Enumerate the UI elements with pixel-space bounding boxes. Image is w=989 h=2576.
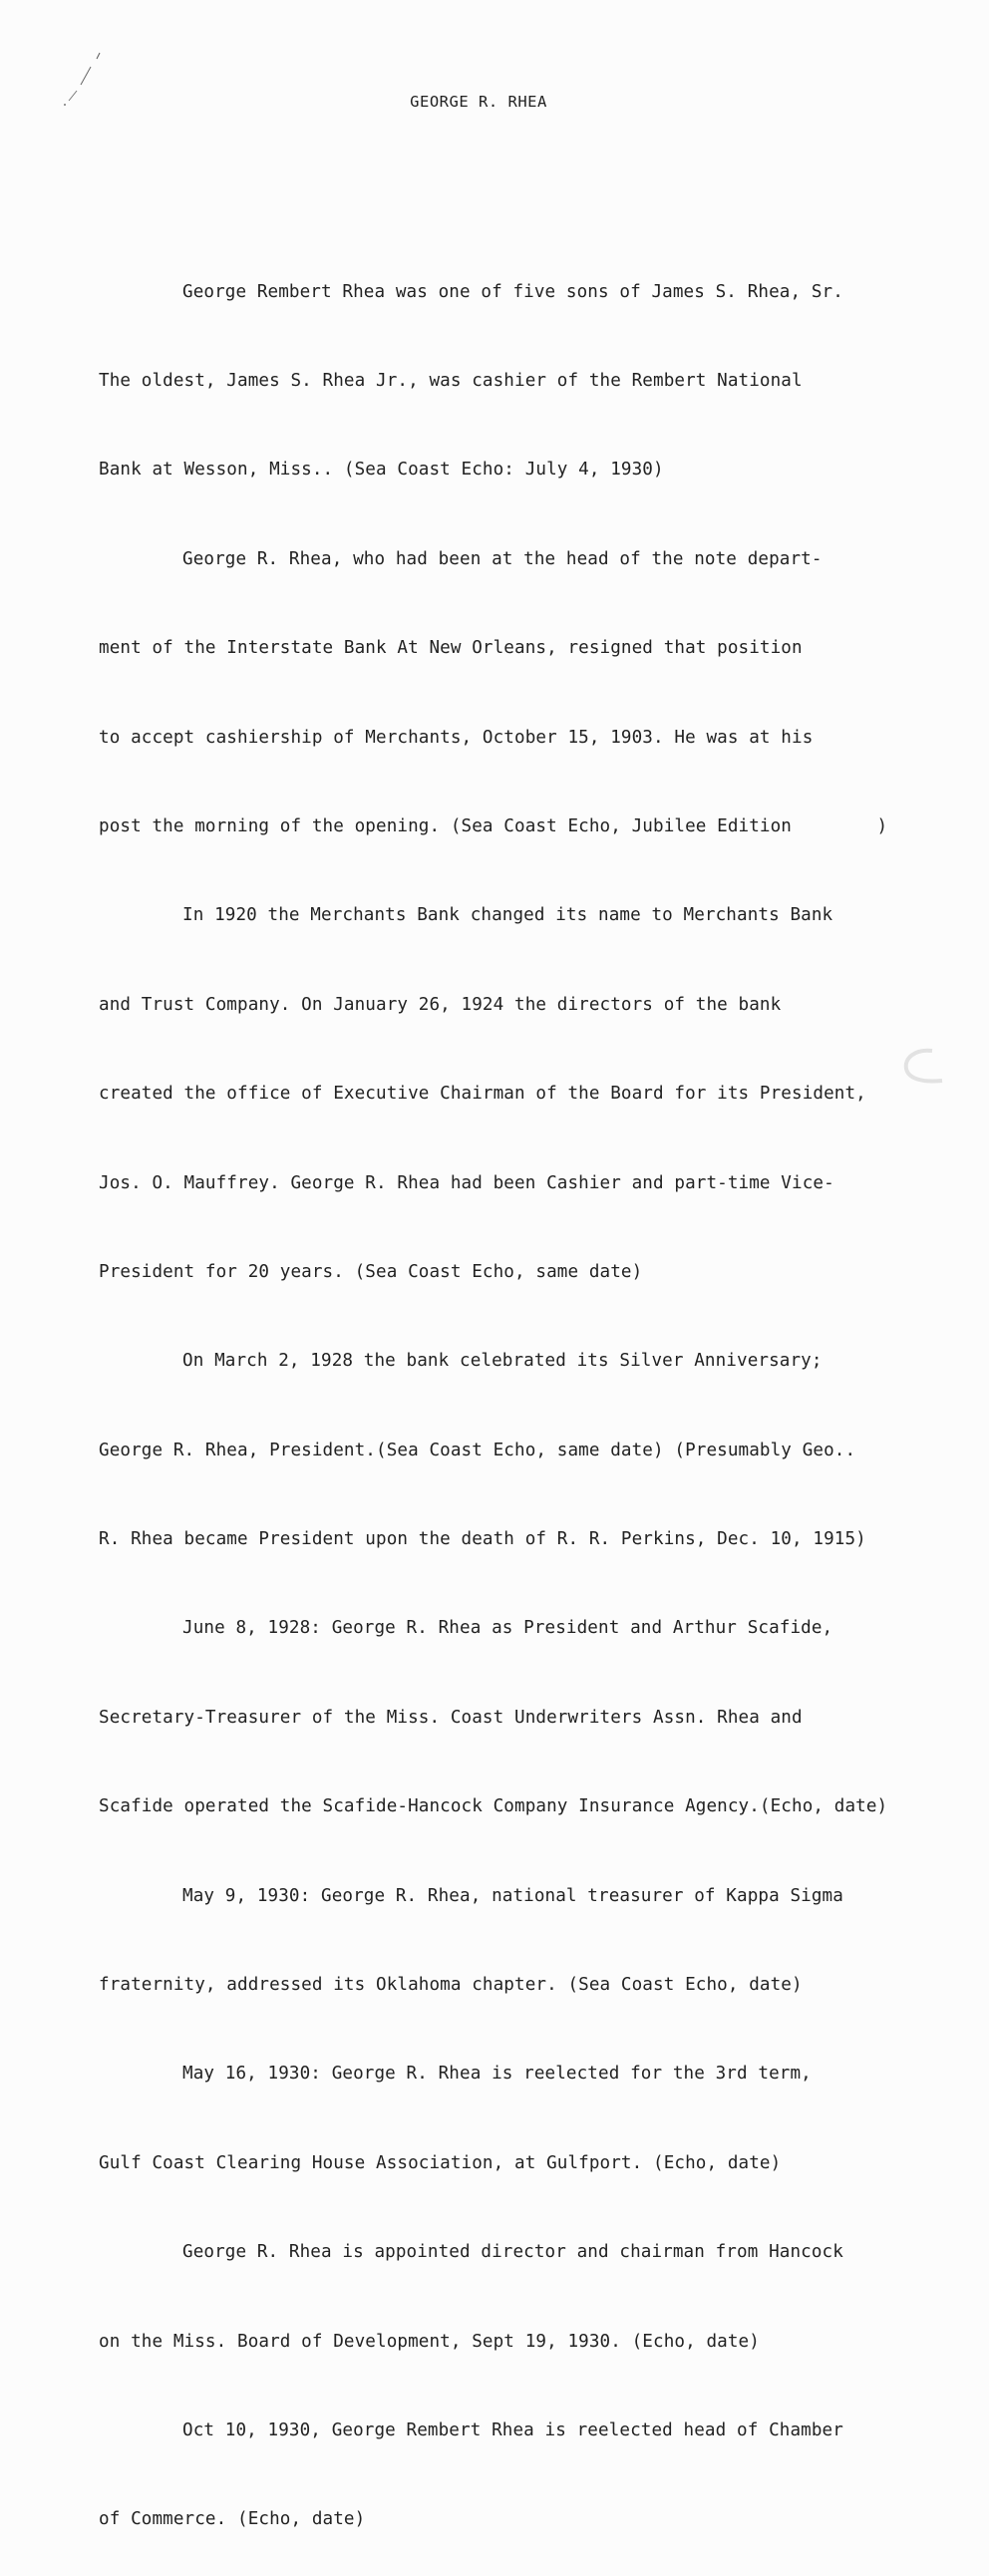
text-line: on the Miss. Board of Development, Sept 19, 1930. (Echo, date) (99, 2331, 760, 2352)
text-line: post the morning of the opening. (Sea Coast Echo, Jubilee Edition ) (99, 815, 888, 836)
text-line: Scafide operated the Scafide-Hancock Company Insurance Agency.(Echo, date) (99, 1796, 888, 1817)
text-line: George R. Rhea, President.(Sea Coast Echo, same date) (Presumably Geo.. (99, 1440, 856, 1460)
text-line: fraternity, addressed its Oklahoma chapter. (Sea Coast Echo, date) (99, 1975, 803, 1996)
text-line: George Rembert Rhea was one of five sons of James S. Rhea, Sr. (182, 281, 843, 302)
text-line: President for 20 years. (Sea Coast Echo, same date) (99, 1261, 643, 1282)
text-line: In 1920 the Merchants Bank changed its name to Merchants Bank (182, 905, 833, 926)
document-body (99, 218, 976, 2576)
text-line: George R. Rhea is appointed director and chairman from Hancock (182, 2242, 843, 2263)
text-line: George R. Rhea, who had been at the head of the note depart- (182, 548, 823, 569)
text-line: created the office of Executive Chairman of the Board for its President, (99, 1084, 866, 1105)
text-line: May 9, 1930: George R. Rhea, national treasurer of Kappa Sigma (182, 1885, 843, 1906)
text-line: May 16, 1930: George R. Rhea is reelected for the 3rd term, (182, 2064, 812, 2085)
text-line: Bank at Wesson, Miss.. (Sea Coast Echo: July 4, 1930) (99, 460, 664, 481)
page-title: GEORGE R. RHEA (410, 93, 547, 111)
text-line: ment of the Interstate Bank At New Orleans, resigned that position (99, 638, 803, 659)
text-line: R. Rhea became President upon the death of R. R. Perkins, Dec. 10, 1915) (99, 1529, 866, 1550)
text-line: The oldest, James S. Rhea Jr., was cashier of the Rembert National (99, 370, 803, 391)
text-line: June 8, 1928: George R. Rhea as President and Arthur Scafide, (182, 1618, 833, 1639)
text-line: of Commerce. (Echo, date) (99, 2509, 366, 2530)
text-line: and Trust Company. On January 26, 1924 the directors of the bank (99, 994, 782, 1015)
text-line: to accept cashiership of Merchants, October 15, 1903. He was at his (99, 727, 814, 748)
text-line: On March 2, 1928 the bank celebrated its Silver Anniversary; (182, 1351, 823, 1372)
text-line: Oct 10, 1930, George Rembert Rhea is reelected head of Chamber (182, 2419, 843, 2440)
text-line: Jos. O. Mauffrey. George R. Rhea had been Cashier and part-time Vice- (99, 1172, 834, 1193)
text-line: Secretary-Treasurer of the Miss. Coast Underwriters Assn. Rhea and (99, 1707, 803, 1728)
text-line: Gulf Coast Clearing House Association, at Gulfport. (Echo, date) (99, 2152, 782, 2173)
